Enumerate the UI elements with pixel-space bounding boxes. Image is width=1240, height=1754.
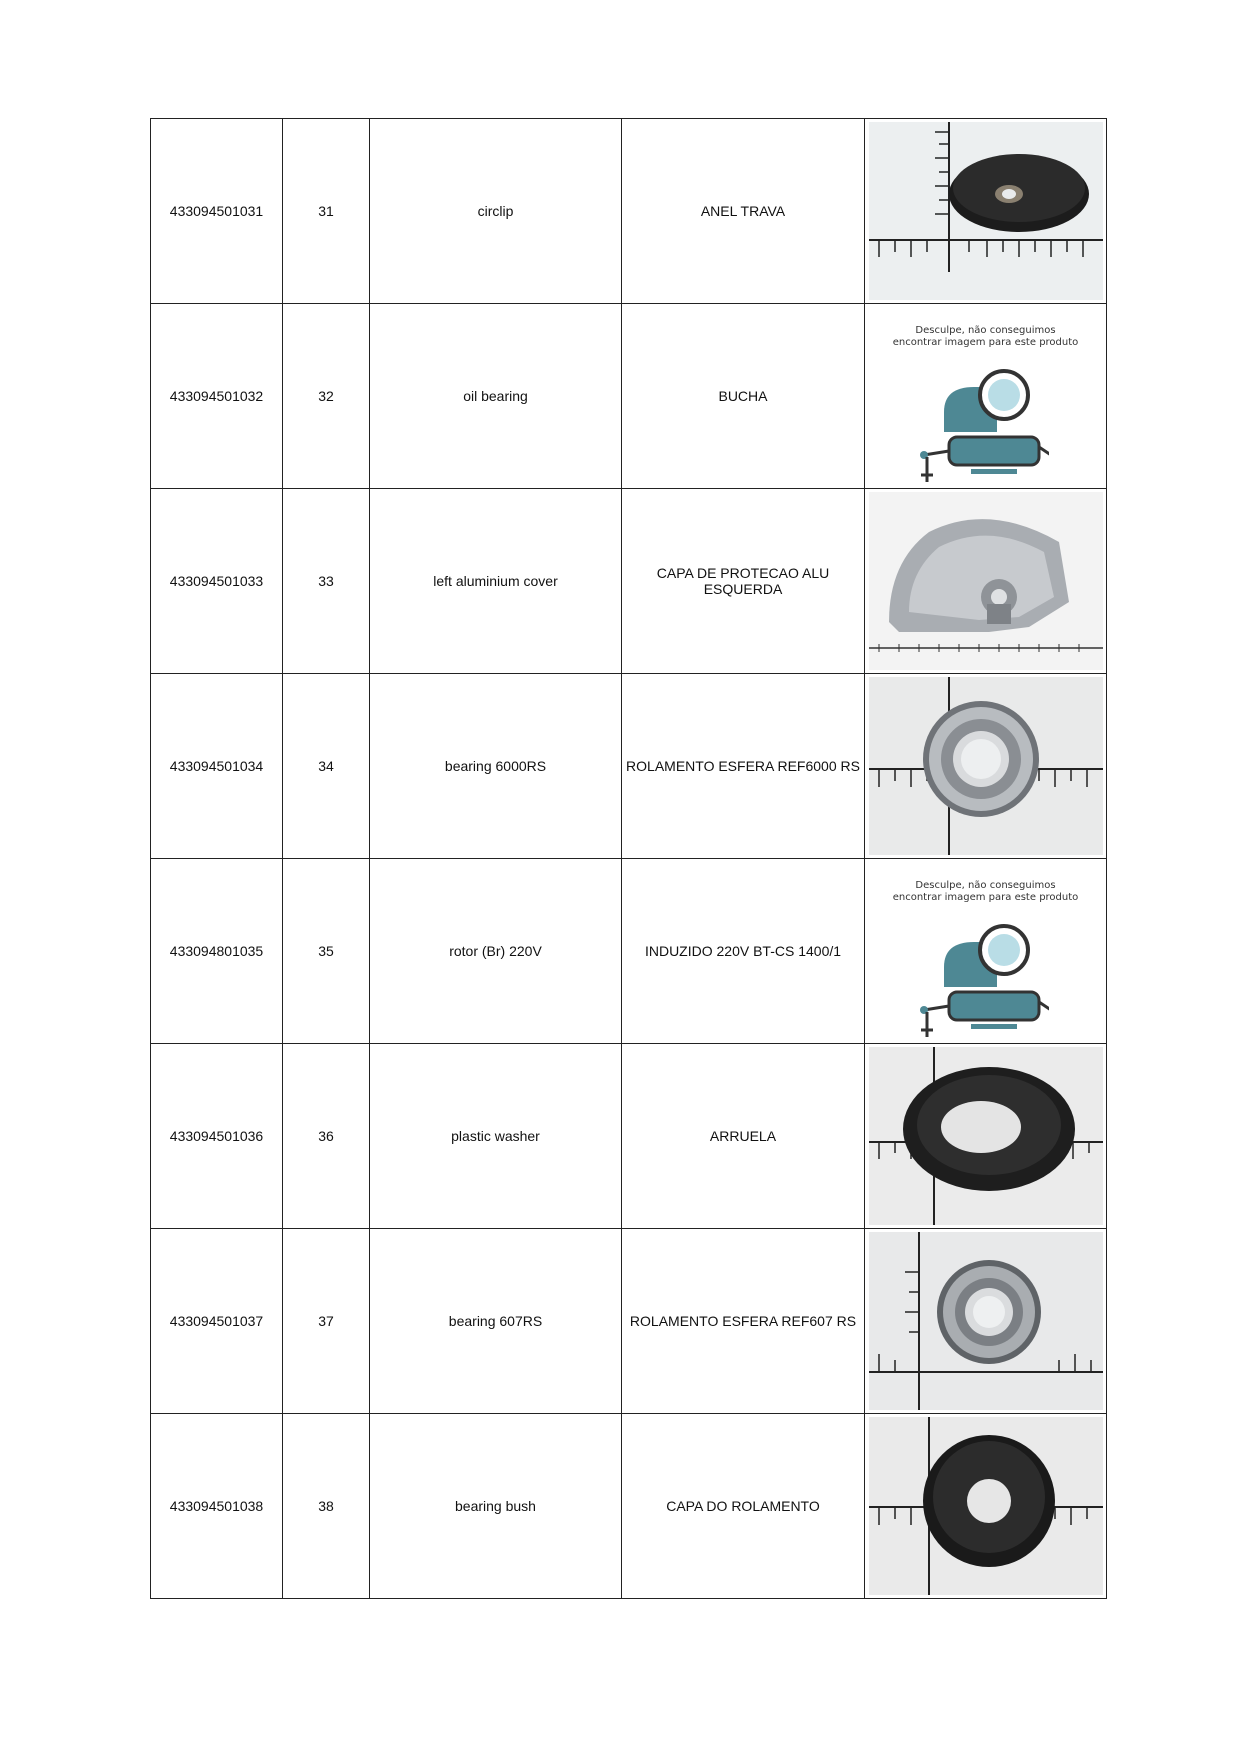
table-row <box>151 119 1107 304</box>
description-en: bearing 6000RS <box>370 674 622 859</box>
image-cell <box>865 119 1107 304</box>
table-row <box>151 674 1107 859</box>
no-image-text-line2: encontrar imagem para este produto <box>892 337 1079 348</box>
no-image-placeholder <box>869 862 1103 1040</box>
description-en: oil bearing <box>370 304 622 489</box>
position-number: 31 <box>283 119 370 304</box>
position-number: 37 <box>283 1229 370 1414</box>
part-code: 433094501034 <box>151 674 283 859</box>
image-cell <box>865 489 1107 674</box>
description-en: bearing bush <box>370 1414 622 1599</box>
description-pt: CAPA DO ROLAMENTO <box>622 1414 865 1599</box>
table-row <box>151 304 1107 489</box>
parts-table <box>150 118 1107 1599</box>
image-cell <box>865 859 1107 1044</box>
description-pt: CAPA DE PROTECAO ALU ESQUERDA <box>622 489 865 674</box>
description-pt: BUCHA <box>622 304 865 489</box>
robot-magnifier-icon <box>919 912 1049 1037</box>
bearing-bush-photo <box>869 1417 1103 1595</box>
part-code: 433094501033 <box>151 489 283 674</box>
table-row <box>151 1229 1107 1414</box>
description-en: bearing 607RS <box>370 1229 622 1414</box>
part-code: 433094501031 <box>151 119 283 304</box>
table-row <box>151 489 1107 674</box>
bearing-6000rs-photo <box>869 677 1103 855</box>
no-image-text-line1: Desculpe, não conseguimos <box>915 880 1056 891</box>
image-cell <box>865 1044 1107 1229</box>
part-code: 433094801035 <box>151 859 283 1044</box>
aluminium-cover-photo <box>869 492 1103 670</box>
description-pt: ROLAMENTO ESFERA REF607 RS <box>622 1229 865 1414</box>
part-code: 433094501038 <box>151 1414 283 1599</box>
bearing-607rs-photo <box>869 1232 1103 1410</box>
table-row <box>151 1044 1107 1229</box>
part-code: 433094501032 <box>151 304 283 489</box>
description-en: plastic washer <box>370 1044 622 1229</box>
plastic-washer-photo <box>869 1047 1103 1225</box>
image-cell <box>865 674 1107 859</box>
table-row <box>151 859 1107 1044</box>
description-en: circlip <box>370 119 622 304</box>
description-pt: ROLAMENTO ESFERA REF6000 RS <box>622 674 865 859</box>
description-pt: ARRUELA <box>622 1044 865 1229</box>
part-code: 433094501037 <box>151 1229 283 1414</box>
part-code: 433094501036 <box>151 1044 283 1229</box>
table-row <box>151 1414 1107 1599</box>
description-pt: INDUZIDO 220V BT-CS 1400/1 <box>622 859 865 1044</box>
image-cell <box>865 1414 1107 1599</box>
no-image-placeholder <box>869 307 1103 485</box>
position-number: 35 <box>283 859 370 1044</box>
description-en: rotor (Br) 220V <box>370 859 622 1044</box>
position-number: 33 <box>283 489 370 674</box>
circlip-photo <box>869 122 1103 300</box>
position-number: 36 <box>283 1044 370 1229</box>
no-image-text-line2: encontrar imagem para este produto <box>892 892 1079 903</box>
position-number: 32 <box>283 304 370 489</box>
position-number: 38 <box>283 1414 370 1599</box>
robot-magnifier-icon <box>919 357 1049 482</box>
image-cell <box>865 304 1107 489</box>
description-en: left aluminium cover <box>370 489 622 674</box>
no-image-text-line1: Desculpe, não conseguimos <box>915 325 1056 336</box>
image-cell <box>865 1229 1107 1414</box>
description-pt: ANEL TRAVA <box>622 119 865 304</box>
position-number: 34 <box>283 674 370 859</box>
